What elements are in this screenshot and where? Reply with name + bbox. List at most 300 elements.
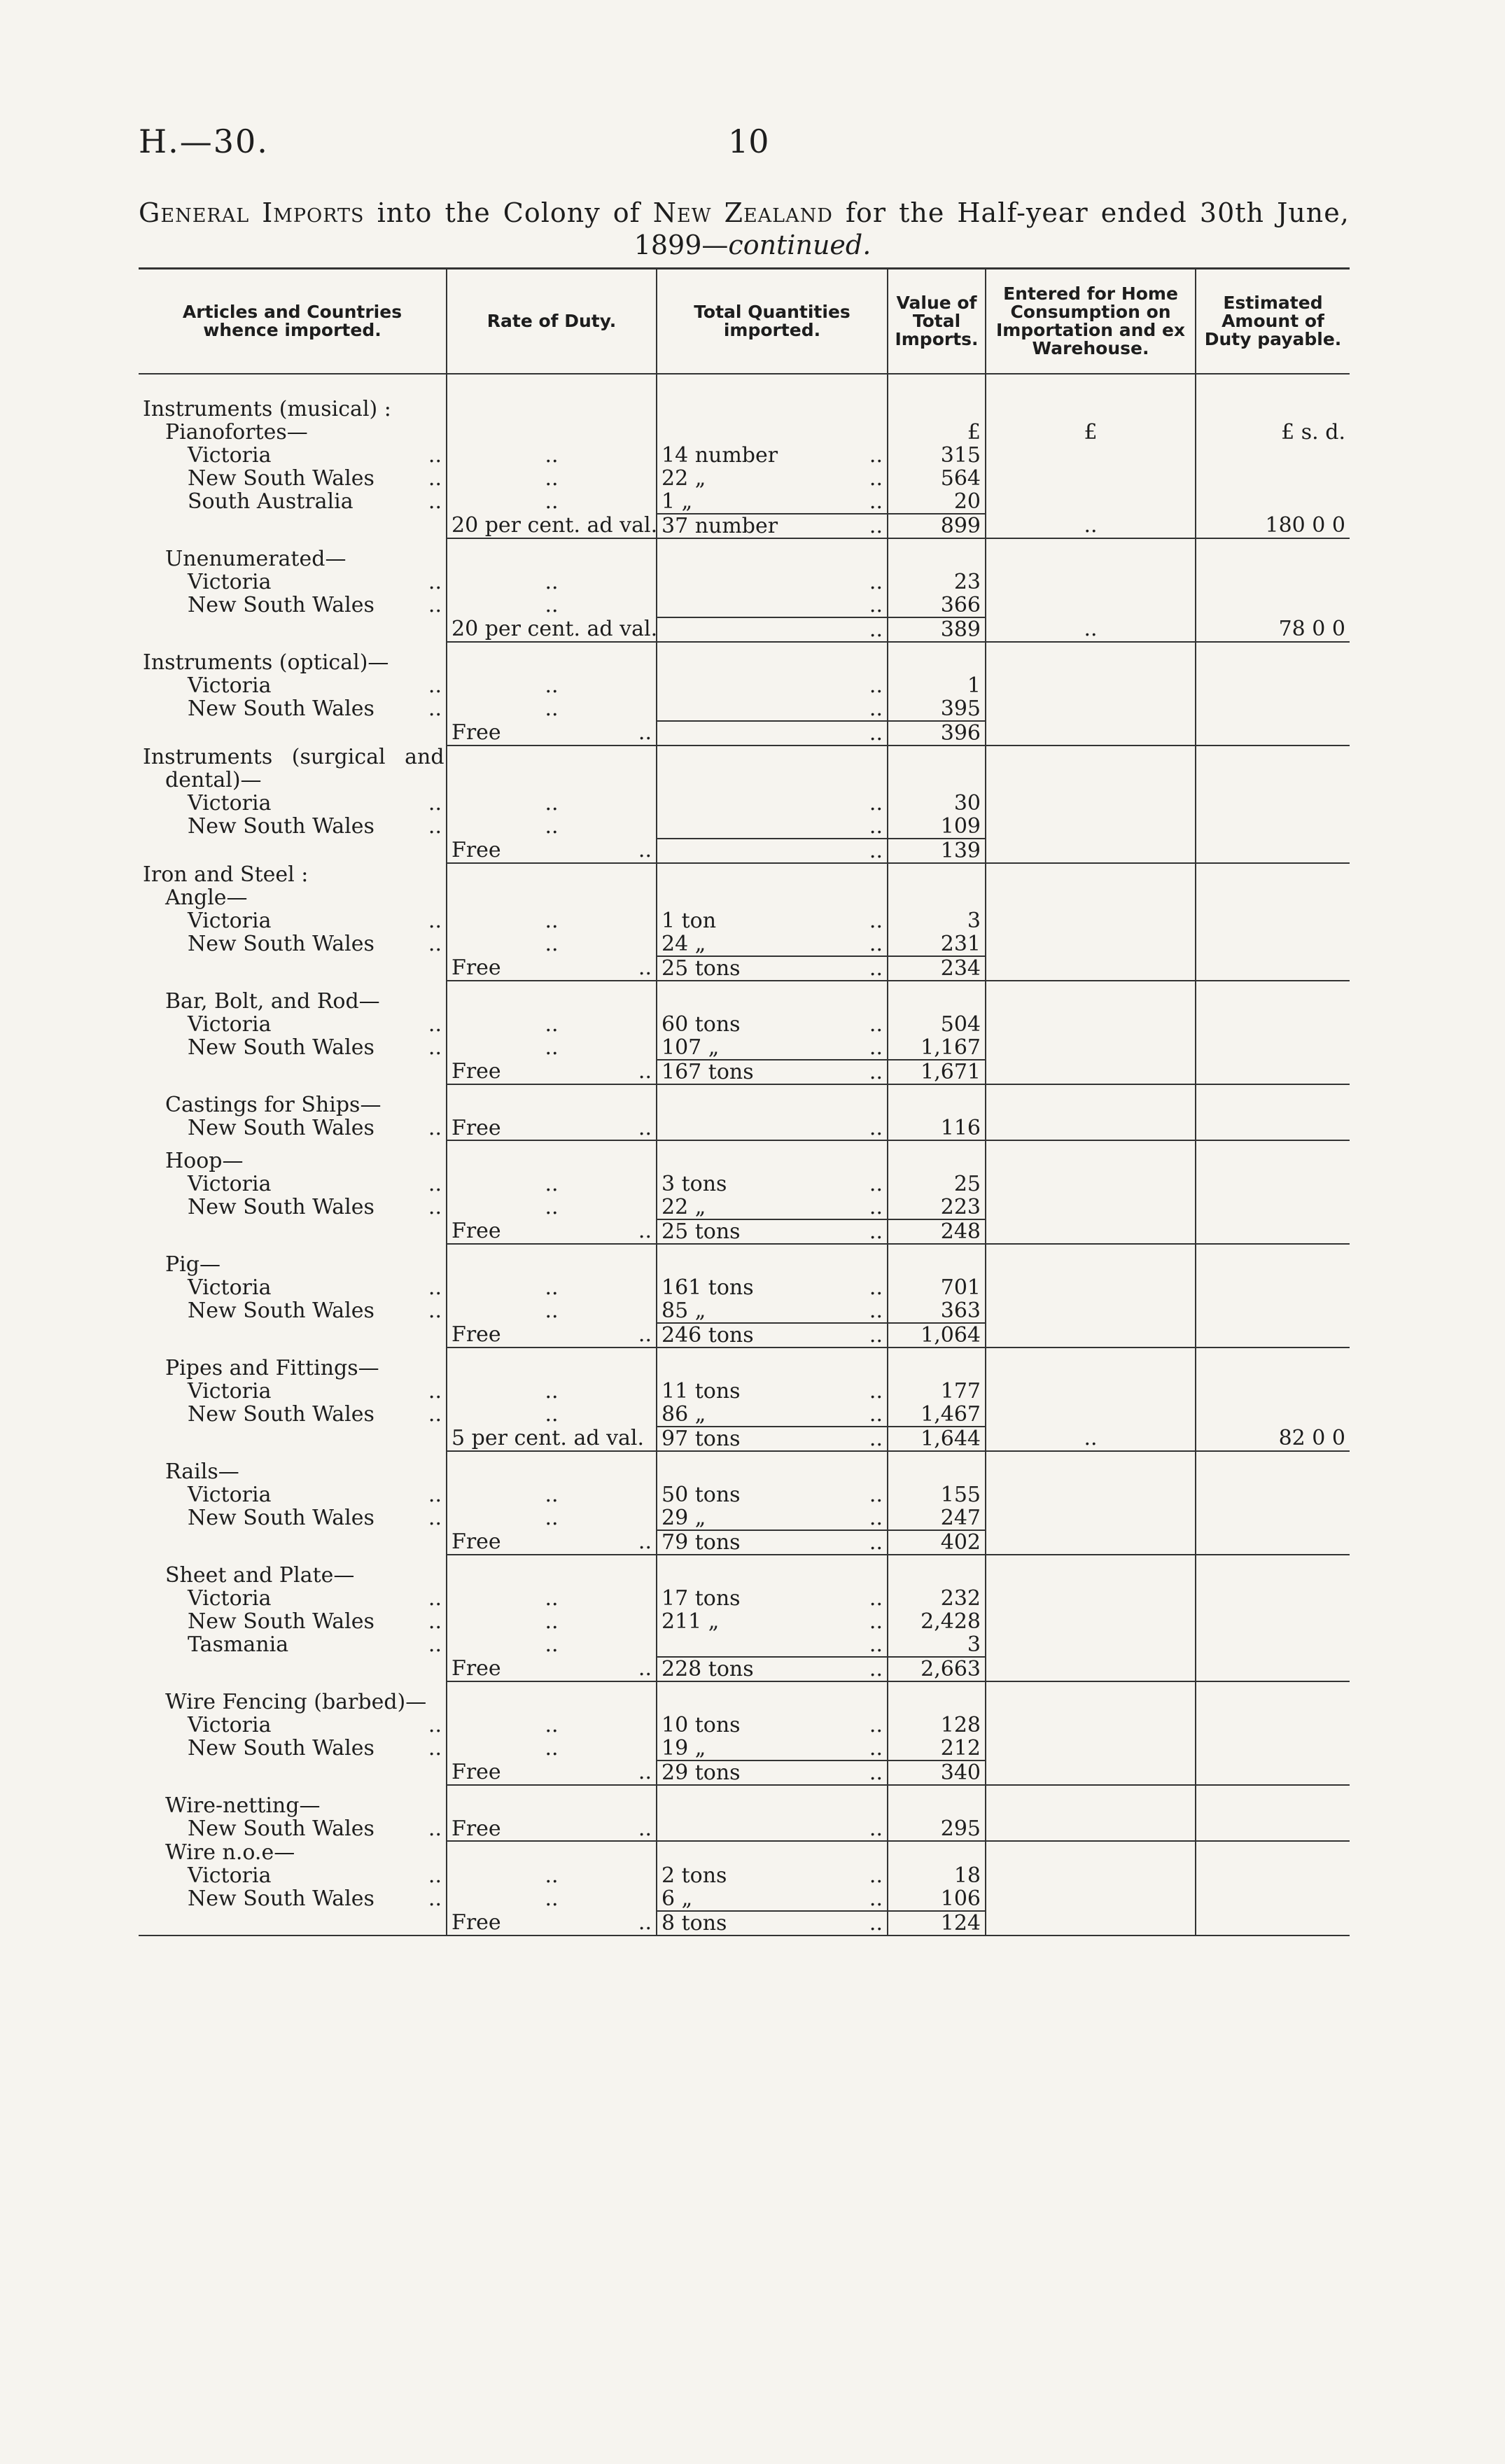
leader-dots: .. bbox=[869, 1379, 883, 1404]
leader-dots: .. bbox=[428, 489, 442, 514]
subcategory-heading: Hoop— bbox=[139, 1149, 447, 1172]
leader-dots: .. bbox=[428, 1736, 442, 1760]
table-row bbox=[139, 990, 1350, 1013]
duty-rate: Free bbox=[451, 1910, 501, 1935]
table-row bbox=[139, 792, 1350, 815]
quantity: 1 ton bbox=[662, 909, 717, 933]
leader-dots: .. bbox=[447, 1737, 657, 1760]
leader-dots: .. bbox=[447, 1587, 657, 1610]
table-row bbox=[139, 1172, 1350, 1196]
table-row bbox=[139, 421, 1350, 444]
quantity: 24 „ bbox=[662, 932, 706, 956]
leader-dots: .. bbox=[428, 1172, 442, 1196]
page-number: 10 bbox=[728, 122, 769, 160]
duty-rate: Free bbox=[451, 838, 501, 862]
value: 3 bbox=[888, 1633, 986, 1657]
leader-dots: .. bbox=[428, 1816, 442, 1841]
table-row bbox=[139, 1357, 1350, 1380]
country-name: South Australia bbox=[188, 489, 354, 514]
total-row bbox=[139, 1060, 1350, 1084]
table-row bbox=[139, 1253, 1350, 1276]
leader-dots: .. bbox=[428, 1116, 442, 1140]
duty-amount: 78 0 0 bbox=[1196, 617, 1350, 642]
quantity: 161 tons bbox=[662, 1275, 754, 1300]
total-value: 389 bbox=[888, 617, 986, 642]
duty-rate: Free bbox=[451, 955, 501, 980]
duty-rate: Free bbox=[451, 1816, 501, 1841]
leader-dots: .. bbox=[869, 514, 883, 538]
total-quantity: 37 number bbox=[662, 514, 778, 538]
leader-dots: .. bbox=[869, 443, 883, 468]
value: 177 bbox=[888, 1380, 986, 1403]
value: 231 bbox=[888, 932, 986, 956]
leader-dots: .. bbox=[638, 1530, 652, 1554]
quantity: 60 tons bbox=[662, 1012, 741, 1037]
value: 25 bbox=[888, 1172, 986, 1196]
category-heading: Instruments (musical) : bbox=[139, 398, 447, 421]
total-row bbox=[139, 1323, 1350, 1348]
entered-unit: £ bbox=[986, 421, 1196, 444]
table-row bbox=[139, 1737, 1350, 1760]
subcategory-heading: Bar, Bolt, and Rod— bbox=[139, 990, 447, 1013]
leader-dots: .. bbox=[657, 594, 888, 617]
leader-dots: .. bbox=[869, 1530, 883, 1555]
leader-dots: .. bbox=[447, 1380, 657, 1403]
country-name: New South Wales bbox=[188, 1116, 374, 1140]
imports-table bbox=[139, 270, 1350, 1936]
quantity: 211 „ bbox=[662, 1609, 720, 1634]
value: 2,428 bbox=[888, 1610, 986, 1633]
country-name: Victoria bbox=[188, 909, 272, 933]
quantity: 22 „ bbox=[662, 1195, 706, 1219]
duty-rate: 5 per cent. ad val. bbox=[447, 1427, 657, 1451]
value: 20 bbox=[888, 490, 986, 514]
category-heading: Instruments (optical)— bbox=[139, 651, 447, 674]
leader-dots: .. bbox=[657, 721, 888, 746]
subcategory-heading: Wire-netting— bbox=[139, 1794, 447, 1817]
document-reference: H.—30. bbox=[139, 122, 269, 160]
quantity: 17 tons bbox=[662, 1586, 741, 1611]
quantity: 29 „ bbox=[662, 1506, 706, 1530]
column-header-duty: Estimated Amount of Duty payable. bbox=[1196, 270, 1350, 374]
leader-dots: .. bbox=[869, 1886, 883, 1911]
country-name: Victoria bbox=[188, 1863, 272, 1888]
table-row bbox=[139, 1093, 1350, 1116]
total-quantity: 246 tons bbox=[662, 1323, 754, 1348]
title-word: for bbox=[845, 197, 887, 228]
leader-dots: .. bbox=[869, 1035, 883, 1060]
leader-dots: .. bbox=[869, 1760, 883, 1785]
total-row bbox=[139, 1911, 1350, 1935]
leader-dots: .. bbox=[657, 617, 888, 642]
table-title bbox=[139, 197, 1350, 228]
table-row bbox=[139, 490, 1350, 514]
leader-dots: .. bbox=[657, 839, 888, 863]
total-quantity: 79 tons bbox=[662, 1530, 741, 1555]
table-row bbox=[139, 697, 1350, 721]
leader-dots: .. bbox=[447, 444, 657, 467]
leader-dots: .. bbox=[869, 1483, 883, 1507]
table-row bbox=[139, 1299, 1350, 1323]
table-row bbox=[139, 1380, 1350, 1403]
value: 1,167 bbox=[888, 1036, 986, 1060]
country-name: New South Wales bbox=[188, 932, 374, 956]
leader-dots: .. bbox=[869, 1298, 883, 1323]
country-name: New South Wales bbox=[188, 696, 374, 721]
total-quantity: 25 tons bbox=[662, 1219, 741, 1244]
leader-dots: .. bbox=[638, 1322, 652, 1347]
leader-dots: .. bbox=[869, 1427, 883, 1451]
leader-dots: .. bbox=[869, 1911, 883, 1935]
value: 564 bbox=[888, 467, 986, 490]
country-name: Tasmania bbox=[188, 1632, 289, 1657]
leader-dots: .. bbox=[869, 1736, 883, 1760]
leader-dots: .. bbox=[869, 1060, 883, 1084]
leader-dots: .. bbox=[638, 1059, 652, 1084]
leader-dots: .. bbox=[869, 466, 883, 491]
value: 23 bbox=[888, 570, 986, 594]
leader-dots: .. bbox=[869, 1275, 883, 1300]
leader-dots: .. bbox=[447, 1036, 657, 1060]
table-row bbox=[139, 1506, 1350, 1530]
quantity: 6 „ bbox=[662, 1886, 693, 1911]
leader-dots: .. bbox=[428, 696, 442, 721]
quantity: 3 tons bbox=[662, 1172, 727, 1196]
leader-dots: .. bbox=[447, 674, 657, 697]
title-word: June, bbox=[1277, 197, 1350, 228]
country-name: New South Wales bbox=[188, 1609, 374, 1634]
leader-dots: .. bbox=[428, 814, 442, 839]
total-quantity: 25 tons bbox=[662, 956, 741, 981]
total-row bbox=[139, 617, 1350, 642]
value: 363 bbox=[888, 1299, 986, 1323]
country-name: Victoria bbox=[188, 1586, 272, 1611]
table-row bbox=[139, 1887, 1350, 1911]
country-name: New South Wales bbox=[188, 1402, 374, 1427]
duty-unit: £ s. d. bbox=[1281, 420, 1345, 444]
title-year: 1899— bbox=[634, 230, 729, 260]
quantity: 85 „ bbox=[662, 1298, 706, 1323]
duty-rate: Free bbox=[451, 720, 501, 745]
subcategory-heading: Wire n.o.e— bbox=[139, 1841, 447, 1864]
leader-dots: .. bbox=[428, 1586, 442, 1611]
subcategory-heading: Wire Fencing (barbed)— bbox=[139, 1690, 447, 1714]
leader-dots: .. bbox=[447, 490, 657, 514]
subcategory-heading: Sheet and Plate— bbox=[139, 1564, 447, 1587]
duty-rate: Free bbox=[451, 1116, 501, 1140]
duty-rate: Free bbox=[451, 1760, 501, 1784]
value: 106 bbox=[888, 1887, 986, 1911]
leader-dots: .. bbox=[447, 1276, 657, 1299]
quantity: 19 „ bbox=[662, 1736, 706, 1760]
leader-dots: .. bbox=[447, 697, 657, 721]
value: 315 bbox=[888, 444, 986, 467]
duty-rate: Free bbox=[451, 1656, 501, 1681]
subcategory-heading: Pig— bbox=[139, 1253, 447, 1276]
leader-dots: .. bbox=[869, 1713, 883, 1737]
duty-rate: Free bbox=[451, 1530, 501, 1554]
leader-dots: .. bbox=[869, 1172, 883, 1196]
quantity: 11 tons bbox=[662, 1379, 741, 1404]
table-row bbox=[139, 1794, 1350, 1817]
leader-dots: .. bbox=[869, 1323, 883, 1348]
leader-dots: .. bbox=[657, 815, 888, 839]
country-name: New South Wales bbox=[188, 1886, 374, 1911]
value: 109 bbox=[888, 815, 986, 839]
table-row bbox=[139, 1196, 1350, 1219]
country-name: New South Wales bbox=[188, 1506, 374, 1530]
leader-dots: .. bbox=[638, 1760, 652, 1784]
table-row bbox=[139, 1633, 1350, 1657]
leader-dots: .. bbox=[869, 956, 883, 981]
total-row bbox=[139, 1530, 1350, 1555]
total-row bbox=[139, 1817, 1350, 1841]
leader-dots: .. bbox=[986, 617, 1196, 642]
subcategory-heading: Rails— bbox=[139, 1460, 447, 1483]
country-name: New South Wales bbox=[188, 1298, 374, 1323]
duty-rate: 20 per cent. ad val. bbox=[447, 514, 657, 538]
value: 701 bbox=[888, 1276, 986, 1299]
column-header-entered: Entered for Home Consumption on Importation and ex Warehouse. bbox=[986, 270, 1196, 374]
total-row bbox=[139, 1116, 1350, 1140]
leader-dots: .. bbox=[869, 1863, 883, 1888]
total-quantity: 97 tons bbox=[662, 1427, 741, 1451]
leader-dots: .. bbox=[638, 1656, 652, 1681]
leader-dots: .. bbox=[638, 1816, 652, 1841]
country-name: New South Wales bbox=[188, 1816, 374, 1841]
table-row bbox=[139, 674, 1350, 697]
leader-dots: .. bbox=[428, 1886, 442, 1911]
country-name: New South Wales bbox=[188, 466, 374, 491]
country-name: Victoria bbox=[188, 1275, 272, 1300]
table-row bbox=[139, 769, 1350, 792]
leader-dots: .. bbox=[428, 1298, 442, 1323]
leader-dots: .. bbox=[986, 514, 1196, 538]
total-value: 139 bbox=[888, 839, 986, 863]
leader-dots: .. bbox=[869, 489, 883, 514]
leader-dots: .. bbox=[869, 1609, 883, 1634]
quantity: 14 number bbox=[662, 443, 778, 468]
table-row bbox=[139, 1483, 1350, 1506]
leader-dots: .. bbox=[447, 467, 657, 490]
table-row bbox=[139, 1403, 1350, 1427]
leader-dots: .. bbox=[657, 570, 888, 594]
leader-dots: .. bbox=[869, 1506, 883, 1530]
total-row bbox=[139, 514, 1350, 538]
total-row bbox=[139, 956, 1350, 981]
title-word: General bbox=[139, 197, 250, 228]
leader-dots: .. bbox=[869, 1195, 883, 1219]
leader-dots: .. bbox=[428, 443, 442, 468]
total-value: 1,644 bbox=[888, 1427, 986, 1451]
table-row bbox=[139, 1149, 1350, 1172]
duty-amount: 82 0 0 bbox=[1196, 1427, 1350, 1451]
value: 128 bbox=[888, 1714, 986, 1737]
leader-dots: .. bbox=[428, 466, 442, 491]
leader-dots: .. bbox=[428, 1483, 442, 1507]
quantity: 86 „ bbox=[662, 1402, 706, 1427]
title-word: the bbox=[444, 197, 491, 228]
leader-dots: .. bbox=[447, 792, 657, 815]
leader-dots: .. bbox=[447, 1172, 657, 1196]
leader-dots: .. bbox=[869, 1219, 883, 1244]
table-row bbox=[139, 651, 1350, 674]
total-value: 1,064 bbox=[888, 1323, 986, 1348]
total-quantity: 167 tons bbox=[662, 1060, 754, 1084]
value: 212 bbox=[888, 1737, 986, 1760]
total-row bbox=[139, 1657, 1350, 1681]
country-name: New South Wales bbox=[188, 1035, 374, 1060]
leader-dots: .. bbox=[428, 1402, 442, 1427]
leader-dots: .. bbox=[428, 570, 442, 594]
country-name: Victoria bbox=[188, 1012, 272, 1037]
column-header-rate: Rate of Duty. bbox=[447, 270, 657, 374]
table-row bbox=[139, 746, 1350, 769]
leader-dots: .. bbox=[428, 593, 442, 617]
subcategory-heading: Unenumerated— bbox=[139, 547, 447, 570]
value: 1 bbox=[888, 674, 986, 697]
table-row bbox=[139, 594, 1350, 617]
leader-dots: .. bbox=[447, 1864, 657, 1887]
table-title-continued bbox=[0, 230, 1505, 260]
title-word: 30th bbox=[1199, 197, 1265, 228]
leader-dots: .. bbox=[657, 674, 888, 697]
value: 30 bbox=[888, 792, 986, 815]
leader-dots: .. bbox=[447, 932, 657, 956]
table-row bbox=[139, 863, 1350, 886]
header-row bbox=[139, 270, 1350, 374]
table-row bbox=[139, 1714, 1350, 1737]
total-value: 1,671 bbox=[888, 1060, 986, 1084]
column-header-value: Value of Total Imports. bbox=[888, 270, 986, 374]
table-row bbox=[139, 1036, 1350, 1060]
country-name: Victoria bbox=[188, 791, 272, 816]
total-value: 234 bbox=[888, 956, 986, 981]
total-value: 295 bbox=[888, 1817, 986, 1841]
total-value: 248 bbox=[888, 1219, 986, 1244]
leader-dots: .. bbox=[447, 1483, 657, 1506]
leader-dots: .. bbox=[447, 1299, 657, 1323]
table-row bbox=[139, 909, 1350, 932]
column-header-quantities: Total Quantities imported. bbox=[657, 270, 888, 374]
table-row bbox=[139, 1864, 1350, 1887]
value: 223 bbox=[888, 1196, 986, 1219]
country-name: Victoria bbox=[188, 570, 272, 594]
value: 18 bbox=[888, 1864, 986, 1887]
leader-dots: .. bbox=[657, 1116, 888, 1140]
total-value: 340 bbox=[888, 1760, 986, 1785]
table-row bbox=[139, 1690, 1350, 1714]
leader-dots: .. bbox=[657, 792, 888, 815]
leader-dots: .. bbox=[428, 791, 442, 816]
table-row bbox=[139, 547, 1350, 570]
country-name: Victoria bbox=[188, 673, 272, 698]
leader-dots: .. bbox=[428, 1863, 442, 1888]
leader-dots: .. bbox=[869, 1402, 883, 1427]
leader-dots: .. bbox=[428, 932, 442, 956]
leader-dots: .. bbox=[447, 1506, 657, 1530]
leader-dots: .. bbox=[428, 909, 442, 933]
leader-dots: .. bbox=[657, 1817, 888, 1841]
duty-amount: 180 0 0 bbox=[1196, 514, 1350, 538]
leader-dots: .. bbox=[638, 1116, 652, 1140]
leader-dots: .. bbox=[447, 1633, 657, 1657]
quantity: 107 „ bbox=[662, 1035, 720, 1060]
leader-dots: .. bbox=[869, 1012, 883, 1037]
table-row bbox=[139, 1564, 1350, 1587]
quantity: 50 tons bbox=[662, 1483, 741, 1507]
country-name: Victoria bbox=[188, 443, 272, 468]
category-heading: Iron and Steel : bbox=[139, 863, 447, 886]
leader-dots: .. bbox=[638, 955, 652, 980]
title-word: Half-year bbox=[957, 197, 1088, 228]
table-row bbox=[139, 1460, 1350, 1483]
duty-rate: Free bbox=[451, 1219, 501, 1243]
title-word: into bbox=[377, 197, 433, 228]
value: 1,467 bbox=[888, 1403, 986, 1427]
table-row bbox=[139, 886, 1350, 909]
leader-dots: .. bbox=[428, 1195, 442, 1219]
total-quantity: 228 tons bbox=[662, 1657, 754, 1681]
leader-dots: .. bbox=[447, 1887, 657, 1911]
leader-dots: .. bbox=[986, 1427, 1196, 1451]
country-name: New South Wales bbox=[188, 814, 374, 839]
total-value: 124 bbox=[888, 1911, 986, 1935]
table-row bbox=[139, 398, 1350, 421]
value: 155 bbox=[888, 1483, 986, 1506]
leader-dots: .. bbox=[447, 1714, 657, 1737]
category-heading: Instruments (surgical and bbox=[139, 746, 447, 769]
title-word: Zealand bbox=[724, 197, 833, 228]
total-row bbox=[139, 839, 1350, 863]
title-word: of bbox=[612, 197, 640, 228]
leader-dots: .. bbox=[638, 838, 652, 862]
subcategory-heading: Angle— bbox=[139, 886, 447, 909]
leader-dots: .. bbox=[447, 1403, 657, 1427]
leader-dots: .. bbox=[447, 1013, 657, 1036]
table-row bbox=[139, 444, 1350, 467]
quantity: 1 „ bbox=[662, 489, 693, 514]
duty-rate: 20 per cent. ad val. bbox=[447, 617, 657, 642]
country-name: Victoria bbox=[188, 1713, 272, 1737]
column-header-articles: Articles and Countries whence imported. bbox=[139, 270, 447, 374]
total-row bbox=[139, 1760, 1350, 1785]
leader-dots: .. bbox=[869, 909, 883, 933]
leader-dots: .. bbox=[428, 673, 442, 698]
country-name: New South Wales bbox=[188, 1195, 374, 1219]
total-value: 899 bbox=[888, 514, 986, 538]
country-name: Victoria bbox=[188, 1172, 272, 1196]
leader-dots: .. bbox=[638, 1910, 652, 1935]
title-word: Colony bbox=[503, 197, 601, 228]
table-row bbox=[139, 1587, 1350, 1610]
leader-dots: .. bbox=[447, 909, 657, 932]
leader-dots: .. bbox=[428, 1713, 442, 1737]
leader-dots: .. bbox=[869, 1657, 883, 1681]
title-word: the bbox=[899, 197, 945, 228]
leader-dots: .. bbox=[428, 1275, 442, 1300]
leader-dots: .. bbox=[869, 932, 883, 956]
value: 366 bbox=[888, 594, 986, 617]
leader-dots: .. bbox=[428, 1012, 442, 1037]
country-name: New South Wales bbox=[188, 1736, 374, 1760]
total-row bbox=[139, 1427, 1350, 1451]
subcategory-heading: Pianofortes— bbox=[139, 421, 447, 444]
country-name: New South Wales bbox=[188, 593, 374, 617]
quantity: 2 tons bbox=[662, 1863, 727, 1888]
total-value: 2,663 bbox=[888, 1657, 986, 1681]
leader-dots: .. bbox=[638, 1219, 652, 1243]
